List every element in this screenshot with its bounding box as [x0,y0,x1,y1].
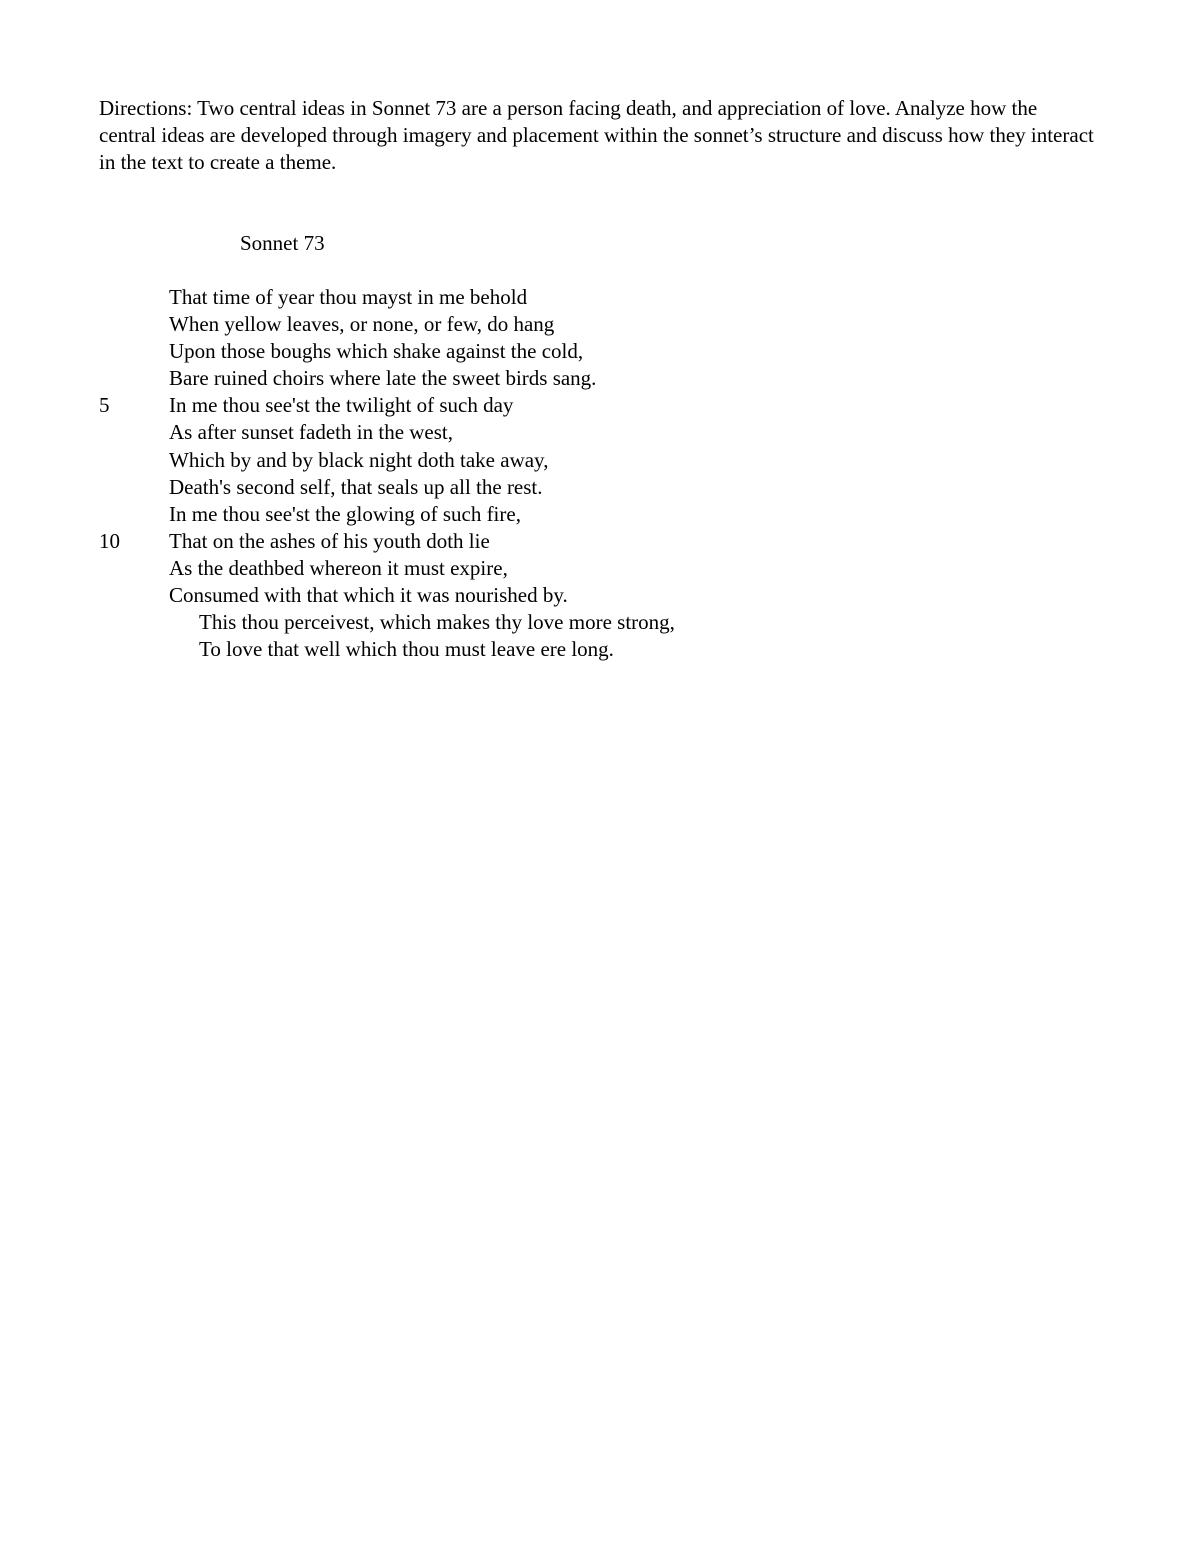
line-text: Death's second self, that seals up all the rest. [169,474,543,499]
poem-line [99,419,999,446]
poem-line [99,311,999,338]
line-number: 5 [99,393,110,418]
line-text: As the deathbed whereon it must expire, [169,555,508,580]
poem-line [99,582,999,609]
line-text: As after sunset fadeth in the west, [169,420,454,445]
line-text: When yellow leaves, or none, or few, do hang [169,312,555,337]
line-text: That on the ashes of his youth doth lie [169,528,490,553]
poem-line-couplet [99,636,999,663]
line-text: To love that well which thou must leave ere long. [199,637,614,662]
directions-paragraph: Directions: Two central ideas in Sonnet 73 are a person facing death, and appreciation of love. Analyze how the central ideas are developed through imagery and placement within the sonnet’s structure and discuss how they interact in the text to create a theme. [99,96,1094,174]
poem-line [99,338,999,365]
line-text: Bare ruined choirs where late the sweet birds sang. [169,366,597,391]
line-text: Consumed with that which it was nourished by. [169,583,568,608]
poem-body [99,284,999,663]
poem-line [99,528,999,555]
line-text: This thou perceivest, which makes thy love more strong, [199,610,675,635]
poem-line [99,284,999,311]
poem-line [99,365,999,392]
line-text: That time of year thou mayst in me behold [169,285,528,309]
poem-title: Sonnet 73 [240,231,325,255]
line-text: In me thou see'st the glowing of such fire, [169,501,521,526]
poem-line [99,555,999,582]
poem-line [99,447,999,474]
line-text: In me thou see'st the twilight of such day [169,393,514,418]
line-number: 10 [99,528,120,553]
poem-line [99,392,999,419]
line-text: Upon those boughs which shake against the cold, [169,339,584,364]
poem-line [99,501,999,528]
poem-line-couplet [99,609,999,636]
poem-line [99,474,999,501]
line-text: Which by and by black night doth take away, [169,447,549,472]
